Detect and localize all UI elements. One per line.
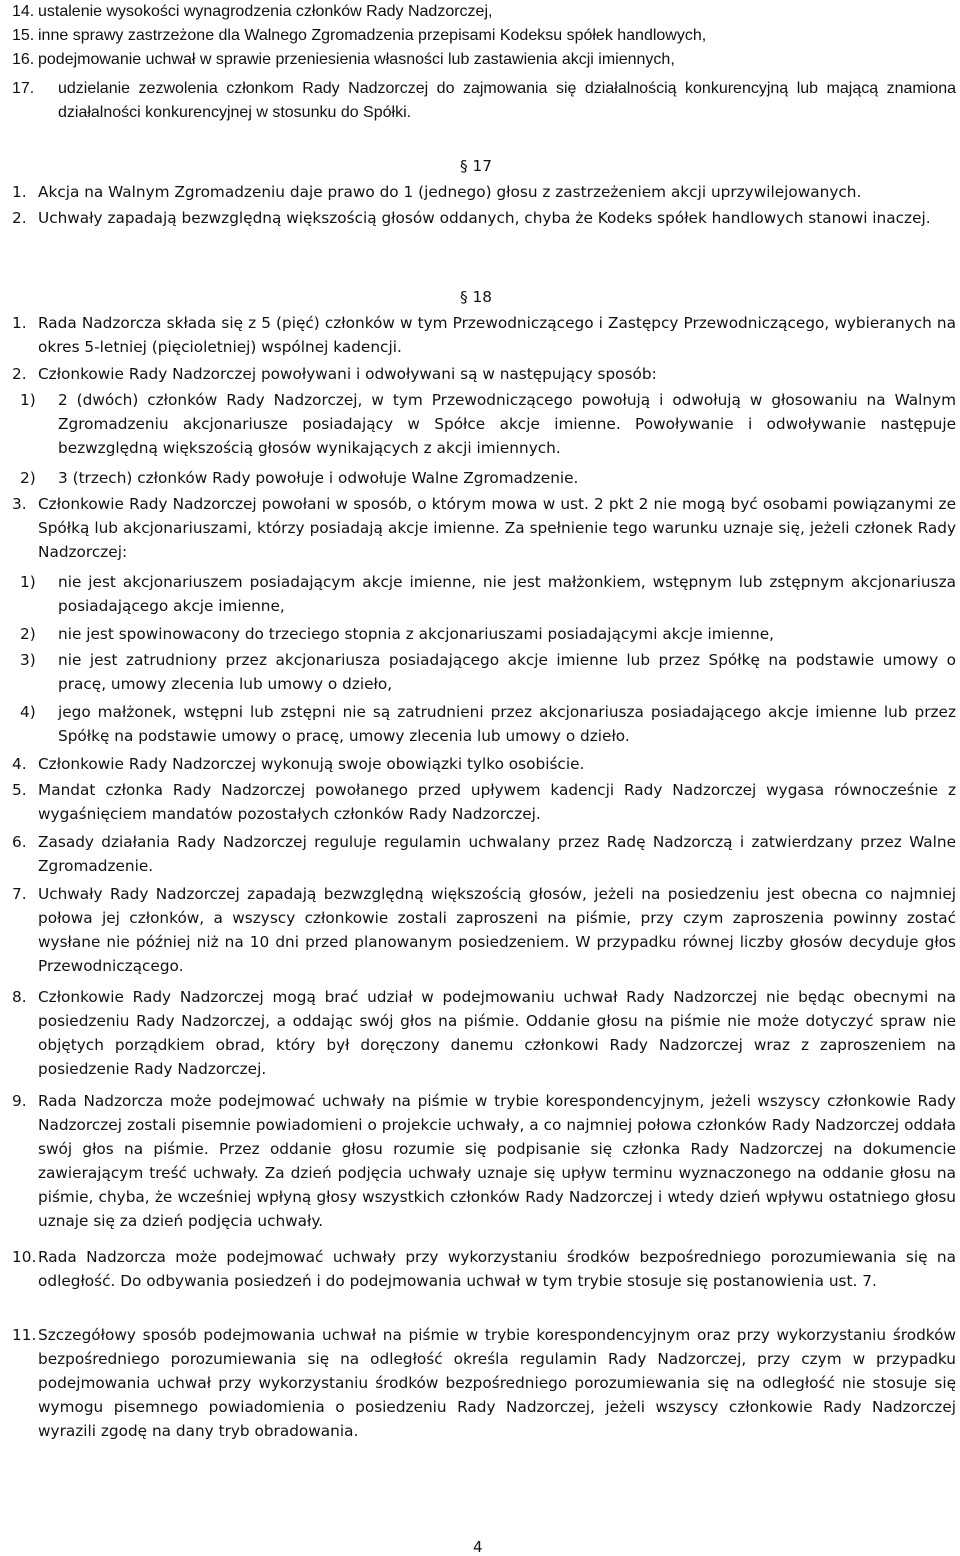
list-item-text: Akcja na Walnym Zgromadzeniu daje prawo do 1 (jednego) głosu z zastrzeżeniem akcji uprzywilejowanych. [38, 183, 862, 201]
list-item [12, 48, 956, 72]
list-item-text: Mandat członka Rady Nadzorczej powołanego przed upływem kadencji Rady Nadzorczej wygasa równocześnie z wygaśnięciem mandatów pozostałych członków Rady Nadzorczej. [38, 781, 956, 823]
list-item-text: Członkowie Rady Nadzorczej wykonują swoje obowiązki tylko osobiście. [38, 755, 585, 773]
list-item-number: 1. [12, 183, 27, 201]
list-item-text: inne sprawy zastrzeżone dla Walnego Zgromadzenia przepisami Kodeksu spółek handlowych, [38, 27, 707, 44]
list-item-number: 15. [12, 27, 35, 44]
list-item-number: 8. [12, 988, 27, 1006]
list-item [12, 778, 956, 826]
sub-list-item [20, 466, 956, 490]
list-item-text: Zasady działania Rady Nadzorczej reguluje regulamin uchwalany przez Radę Nadzorczą i zatwierdzany przez Walne Zgromadzenie. [38, 833, 956, 875]
sub-list-item-number: 2) [20, 625, 36, 643]
list-item [12, 1245, 956, 1293]
list-item [12, 492, 956, 564]
list-item-text: udzielanie zezwolenia członkom Rady Nadzorczej do zajmowania się działalnością konkurencyjną lub mającą znamiona działalności konkurencyjnej w stosunku do Spółki. [58, 80, 956, 121]
sub-list-item-number: 1) [20, 391, 36, 409]
list-item-text: Rada Nadzorcza może podejmować uchwały na piśmie w trybie korespondencyjnym, jeżeli wszyscy członkowie Rady Nadzorczej zostali pisemnie powiadomieni o projekcie uchwały, a co najmniej połowa członków Rady Nadzorczej oddała swój głos na piśmie. Przez oddanie głosu rozumie się podpisanie się członka Rady Nadzorczej na dokumencie zawierającym treść uchwały. Za dzień podjęcia uchwały uznaje się upływ terminu wyznaczonego na oddanie głosu na piśmie, chyba, że wcześniej wpłyną głosy wszystkich członków Rady Nadzorczej i wtedy dzień wpływu ostatniego głosu uznaje się za dzień podjęcia uchwały. [38, 1092, 956, 1230]
list-item-number: 6. [12, 833, 27, 851]
sub-list-item-text: nie jest zatrudniony przez akcjonariusza posiadającego akcje imienne lub przez Spółkę na podstawie umowy o pracę, umowy zlecenia lub umowy o dzieło, [58, 651, 956, 693]
list-item-text: Uchwały Rady Nadzorczej zapadają bezwzględną większością głosów, jeżeli na posiedzeniu jest obecna co najmniej połowa jej członków, a wszyscy członkowie zostali zaproszeni na piśmie, przy czym zaproszenia powinny zostać wysłane nie później niż na 10 dni przed planowanym posiedzeniem. W przypadku równej liczby głosów decyduje głos Przewodniczącego. [38, 885, 956, 975]
sub-list-item [20, 622, 956, 646]
sub-list-item-text: 2 (dwóch) członków Rady Nadzorczej, w tym Przewodniczącego powołują i odwołują w głosowaniu na Walnym Zgromadzeniu akcjonariusze posiadający w Spółce akcje imienne. Powoływanie i odwoływanie następuje bezwzględną większością głosów wynikających z akcji imiennych. [58, 391, 956, 457]
sub-list-item [20, 648, 956, 696]
list-item [12, 1089, 956, 1233]
sub-list-item-number: 1) [20, 573, 36, 591]
list-item-number: 5. [12, 781, 27, 799]
list-item-number: 3. [12, 495, 27, 513]
list-item-text: Członkowie Rady Nadzorczej powoływani i odwoływani są w następujący sposób: [38, 365, 657, 383]
sub-list-item-text: jego małżonek, wstępni lub zstępni nie są zatrudnieni przez akcjonariusza posiadającego akcje imienne lub przez Spółkę na podstawie umowy o pracę, umowy zlecenia lub umowy o dzieło. [58, 703, 956, 745]
list-item-number: 14. [12, 3, 35, 20]
list-item-text: Członkowie Rady Nadzorczej mogą brać udział w podejmowaniu uchwał Rady Nadzorczej nie będąc obecnymi na posiedzeniu Rady Nadzorczej, a oddając swój głos na piśmie. Oddanie głosu na piśmie nie może dotyczyć spraw nie objętych porządkiem obrad, który był doręczony danemu członkowi Rady Nadzorczej wraz z zaproszeniem na posiedzenie Rady Nadzorczej. [38, 988, 956, 1078]
list-item [12, 882, 956, 978]
list-item [12, 180, 956, 204]
sub-list-item [20, 388, 956, 460]
sub-list-item-text: nie jest akcjonariuszem posiadającym akcje imienne, nie jest małżonkiem, wstępnym lub zstępnym akcjonariusza posiadającego akcje imienne, [58, 573, 956, 615]
page-number: 4 [473, 1538, 483, 1556]
list-item-number: 10. [12, 1248, 37, 1266]
list-item [12, 77, 956, 125]
list-item [12, 24, 956, 48]
list-item [12, 362, 956, 386]
list-item [12, 206, 956, 230]
list-item [12, 0, 956, 24]
list-item-text: Rada Nadzorcza może podejmować uchwały przy wykorzystaniu środków bezpośredniego porozumiewania się na odległość. Do odbywania posiedzeń i do podejmowania uchwał w tym trybie stosuje się postanowienia ust. 7. [38, 1248, 956, 1290]
list-item-text: Rada Nadzorcza składa się z 5 (pięć) członków w tym Przewodniczącego i Zastępcy Przewodniczącego, wybieranych na okres 5-letniej (pięcioletniej) wspólnej kadencji. [38, 314, 956, 356]
list-item-text: Członkowie Rady Nadzorczej powołani w sposób, o którym mowa w ust. 2 pkt 2 nie mogą być osobami powiązanymi ze Spółką lub akcjonariuszami, którzy posiadają akcje imienne. Za spełnienie tego warunku uznaje się, jeżeli członek Rady Nadzorczej: [38, 495, 956, 561]
list-item [12, 985, 956, 1081]
list-item [12, 752, 956, 776]
list-item-number: 16. [12, 51, 35, 68]
list-item-number: 4. [12, 755, 27, 773]
list-item-text: Szczegółowy sposób podejmowania uchwał na piśmie w trybie korespondencyjnym oraz przy wykorzystaniu środków bezpośredniego porozumiewania się na odległość określa regulamin Rady Nadzorczej, przy czym w przypadku podejmowania uchwał przy wykorzystaniu środków bezpośredniego porozumiewania się na odległość nie stosuje się wymogu pisemnego powiadomienia o posiedzeniu Rady Nadzorczej, jeżeli wszyscy członkowie Rady Nadzorczej wyrazili zgodę na dany tryb obradowania. [38, 1326, 956, 1440]
list-item-number: 11. [12, 1326, 37, 1344]
sub-list-item [20, 570, 956, 618]
list-item-number: 2. [12, 209, 27, 227]
list-item [12, 311, 956, 359]
sub-list-item-text: nie jest spowinowacony do trzeciego stopnia z akcjonariuszami posiadającymi akcje imienne, [58, 625, 775, 643]
list-item-number: 1. [12, 314, 27, 332]
list-item-number: 7. [12, 885, 27, 903]
list-item [12, 830, 956, 878]
sub-list-item [20, 700, 956, 748]
list-item-number: 9. [12, 1092, 27, 1110]
section-heading: § 18 [460, 288, 492, 306]
list-item-text: Uchwały zapadają bezwzględną większością głosów oddanych, chyba że Kodeks spółek handlowych stanowi inaczej. [38, 209, 931, 227]
sub-list-item-number: 2) [20, 469, 36, 487]
list-item-text: ustalenie wysokości wynagrodzenia członków Rady Nadzorczej, [38, 3, 493, 20]
section-heading: § 17 [460, 157, 492, 175]
list-item-number: 2. [12, 365, 27, 383]
list-item-text: podejmowanie uchwał w sprawie przeniesienia własności lub zastawienia akcji imiennych, [38, 51, 675, 68]
sub-list-item-number: 3) [20, 651, 36, 669]
list-item [12, 1323, 956, 1443]
list-item-number: 17. [12, 80, 35, 97]
sub-list-item-text: 3 (trzech) członków Rady powołuje i odwołuje Walne Zgromadzenie. [58, 469, 579, 487]
sub-list-item-number: 4) [20, 703, 36, 721]
